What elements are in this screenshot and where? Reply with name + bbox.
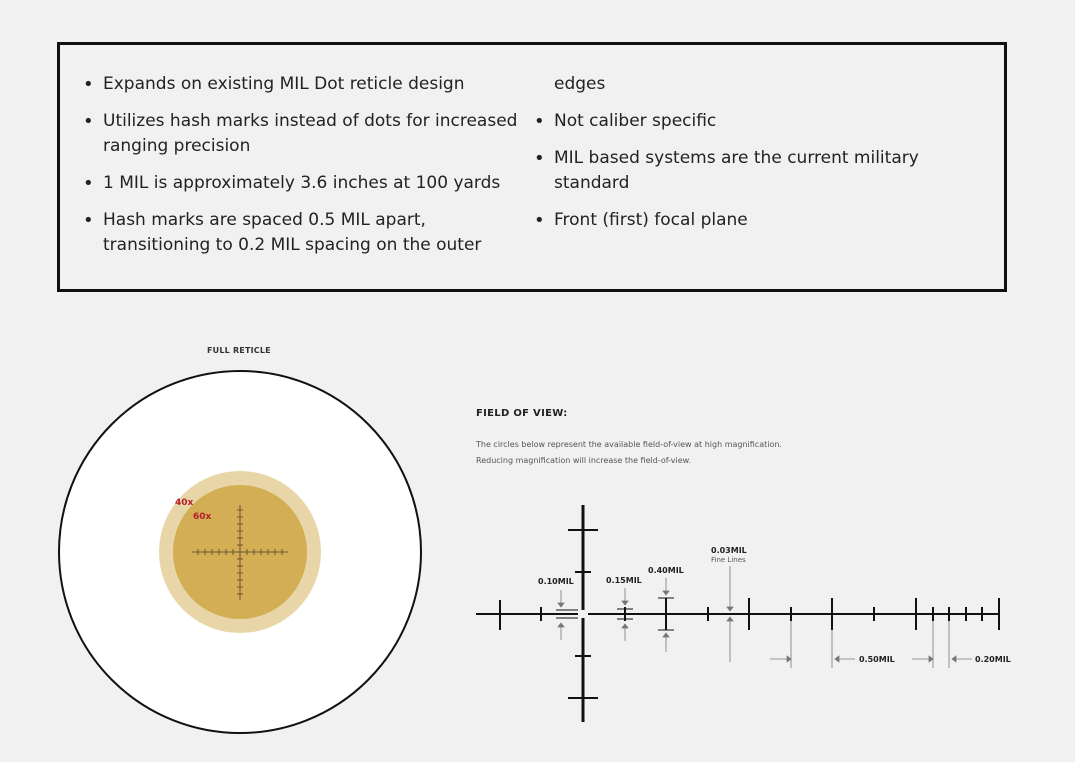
label-040-mil: 0.40MIL xyxy=(648,566,684,575)
label-020-mil: 0.20MIL xyxy=(975,655,1011,664)
fov-description-line1: The circles below represent the available field-of-view at high magnification. xyxy=(476,440,782,449)
feature-item: • Front (first) focal plane xyxy=(534,208,964,233)
feature-item: • MIL based systems are the current military standard xyxy=(534,146,964,196)
mag-40x-label: 40x xyxy=(175,498,194,508)
feature-item: • Utilizes hash marks instead of dots for increased ranging precision xyxy=(83,109,523,159)
mag-60x-label: 60x xyxy=(193,512,212,522)
label-fine-lines: Fine Lines xyxy=(711,556,746,564)
feature-item: • 1 MIL is approximately 3.6 inches at 100 yards xyxy=(83,171,523,196)
full-reticle-label: FULL RETICLE xyxy=(207,346,271,355)
label-050-mil: 0.50MIL xyxy=(859,655,895,664)
feature-item: edges xyxy=(554,74,606,94)
label-015-mil: 0.15MIL xyxy=(606,576,642,585)
fov-title: FIELD OF VIEW: xyxy=(476,408,568,419)
label-003-mil: 0.03MIL xyxy=(711,546,747,555)
fov-description-line2: Reducing magnification will increase the field-of-view. xyxy=(476,456,692,465)
feature-item: • Hash marks are spaced 0.5 MIL apart, transitioning to 0.2 MIL spacing on the outer xyxy=(83,208,523,258)
feature-item: • Not caliber specific xyxy=(534,109,964,134)
label-010-mil: 0.10MIL xyxy=(538,577,574,586)
feature-item: • Expands on existing MIL Dot reticle design xyxy=(83,72,523,97)
